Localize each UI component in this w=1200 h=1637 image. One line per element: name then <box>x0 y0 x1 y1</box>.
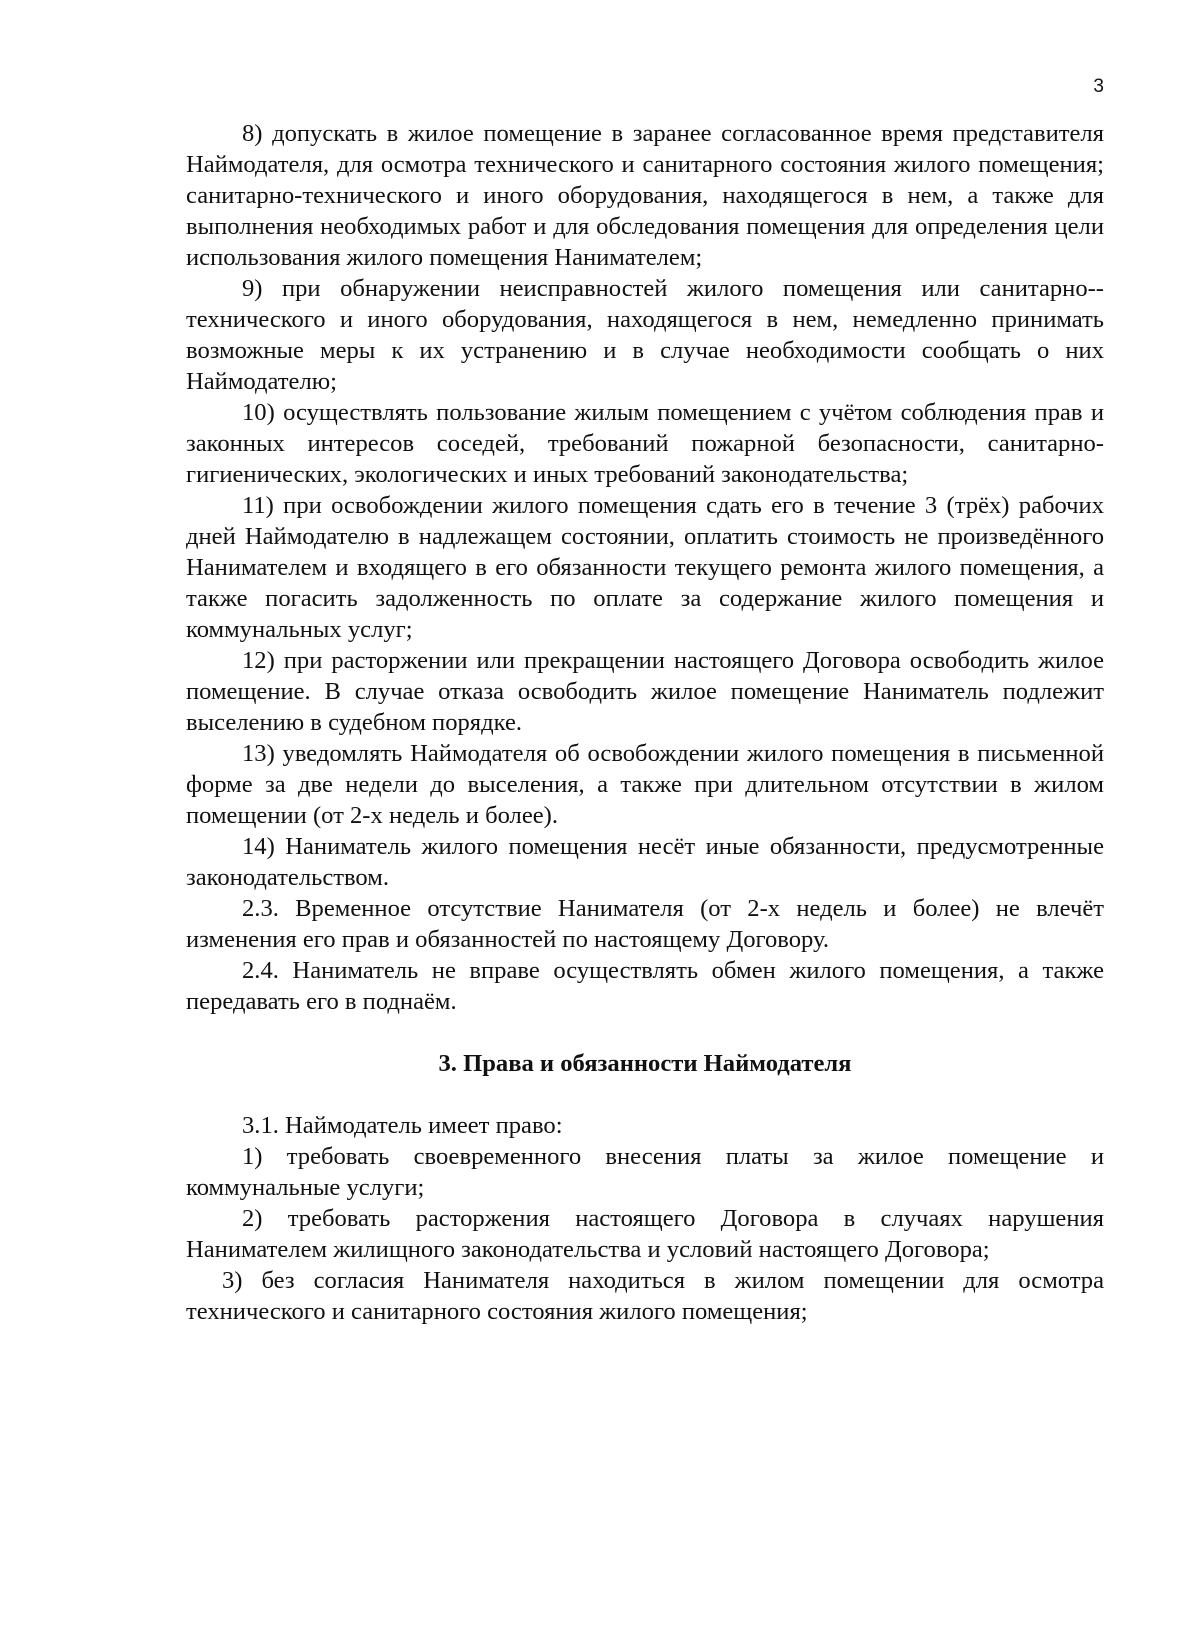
paragraph-right-3: 3) без согласия Нанимателя находиться в жилом помещении для осмотра технического и санитарного состояния жилого помещения; <box>186 1267 1104 1325</box>
paragraph-clause-2-3: 2.3. Временное отсутствие Нанимателя (от 2-х недель и более) не влечёт изменения его прав и обязанностей по настоящему Договору. <box>186 895 1104 953</box>
paragraph-right-1: 1) требовать своевременного внесения платы за жилое помещение и коммунальные услуги; <box>186 1143 1104 1201</box>
paragraph-item-8: 8) допускать в жилое помещение в заранее согласованное время представителя Наймодателя, для осмотра технического и санитарного состояния жилого помещения; санитарно-технического и иного оборудования, находящегося в нем, а также для выполнения необходимых работ и для обследования помещения для определения цели использования жилого помещения Нанимателем; <box>186 120 1104 271</box>
paragraph-item-9: 9) при обнаружении неисправностей жилого помещения или санитарно--технического и иного оборудования, находящегося в нем, немедленно принимать возможные меры к их устранению и в случае необходимости сообщать о них Наймодателю; <box>186 275 1104 395</box>
page-number: 3 <box>1093 76 1104 97</box>
paragraph-item-14: 14) Наниматель жилого помещения несёт иные обязанности, предусмотренные законодательством. <box>186 833 1104 891</box>
paragraph-right-2: 2) требовать расторжения настоящего Договора в случаях нарушения Нанимателем жилищного законодательства и условий настоящего Договора; <box>186 1205 1104 1263</box>
paragraph-clause-3-1: 3.1. Наймодатель имеет право: <box>242 1112 563 1139</box>
section-heading: 3. Права и обязанности Наймодателя <box>438 1050 852 1077</box>
paragraph-item-10: 10) осуществлять пользование жилым помещением с учётом соблюдения прав и законных интересов соседей, требований пожарной безопасности, санитарно-гигиенических, экологических и иных требований законодательства; <box>186 399 1104 488</box>
paragraph-item-12: 12) при расторжении или прекращении настоящего Договора освободить жилое помещение. В случае отказа освободить жилое помещение Наниматель подлежит выселению в судебном порядке. <box>186 647 1104 736</box>
document-body <box>186 118 1104 1327</box>
paragraph-item-11: 11) при освобождении жилого помещения сдать его в течение 3 (трёх) рабочих дней Наймодателю в надлежащем состоянии, оплатить стоимость не произведённого Нанимателем и входящего в его обязанности текущего ремонта жилого помещения, а также погасить задолженность по оплате за содержание жилого помещения и коммунальных услуг; <box>186 492 1104 643</box>
paragraph-clause-2-4: 2.4. Наниматель не вправе осуществлять обмен жилого помещения, а также передавать его в поднаём. <box>186 957 1104 1015</box>
paragraph-item-13: 13) уведомлять Наймодателя об освобождении жилого помещения в письменной форме за две недели до выселения, а также при длительном отсутствии в жилом помещении (от 2-х недель и более). <box>186 740 1104 829</box>
